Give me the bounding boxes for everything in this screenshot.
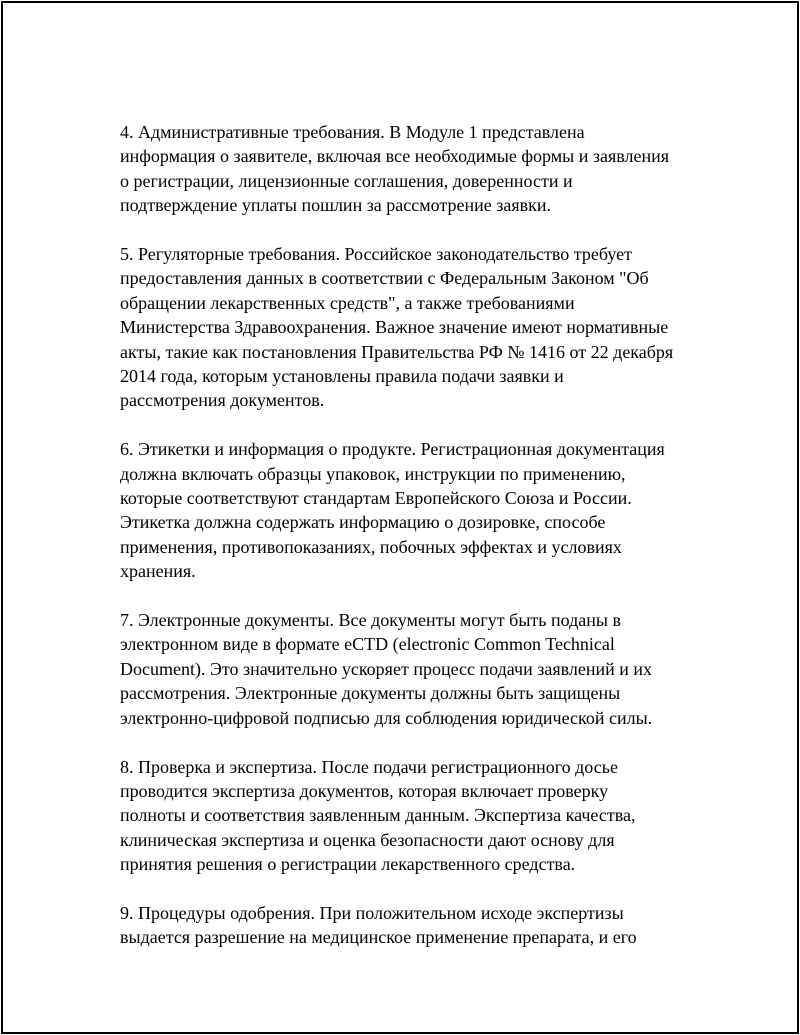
text-line: рассмотрения. Электронные документы должны быть защищены [120, 683, 621, 704]
text-line: проводится экспертиза документов, которая включает проверку [120, 780, 609, 801]
paragraph-labels-product-info [120, 437, 710, 583]
paragraph-administrative-requirements [120, 120, 710, 218]
text-line: 6. Этикетки и информация о продукте. Регистрационная документация [120, 439, 665, 460]
text-line: обращении лекарственных средств", а также требованиями [120, 292, 575, 313]
text-line: 2014 года, которым установлены правила подачи заявки и [120, 366, 564, 387]
text-line: 4. Административные требования. В Модуле 1 представлена [120, 122, 585, 142]
text-line: хранения. [120, 561, 196, 582]
text-line: информация о заявителе, включая все необходимые формы и заявления [120, 146, 670, 167]
text-line: Этикетка должна содержать информацию о дозировке, способе [120, 512, 606, 533]
paragraph-electronic-documents [120, 608, 710, 730]
text-line: которые соответствуют стандартам Европейского Союза и России. [120, 488, 632, 509]
paragraph-regulatory-requirements [120, 242, 710, 413]
text-line: Document). Это значительно ускоряет процесс подачи заявлений и их [120, 658, 653, 679]
text-line: подтверждение уплаты пошлин за рассмотрение заявки. [120, 195, 552, 216]
text-line: 5. Регуляторные требования. Российское законодательство требует [120, 244, 632, 265]
paragraph-review-expertise [120, 755, 710, 877]
text-line: выдается разрешение на медицинское применение препарата, и его [120, 927, 637, 948]
text-line: 9. Процедуры одобрения. При положительном исходе экспертизы [120, 902, 624, 923]
text-line: Министерства Здравоохранения. Важное значение имеют нормативные [120, 317, 669, 338]
text-line: акты, такие как постановления Правительства РФ № 1416 от 22 декабря [120, 341, 674, 362]
text-line: рассмотрения документов. [120, 390, 325, 411]
paragraph-approval-procedures [120, 901, 710, 950]
text-line: электронно-цифровой подписью для соблюдения юридической силы. [120, 707, 653, 728]
text-line: предоставления данных в соответствии с Федеральным Законом "Об [120, 268, 649, 289]
text-line: принятия решения о регистрации лекарственного средства. [120, 854, 576, 875]
text-line: применения, противопоказаниях, побочных эффектах и условиях [120, 536, 622, 557]
text-line: полноты и соответствия заявленным данным. Экспертиза качества, [120, 805, 636, 826]
text-line: должна включать образцы упаковок, инструкции по применению, [120, 463, 626, 484]
text-line: о регистрации, лицензионные соглашения, доверенности и [120, 170, 573, 191]
page-content [120, 120, 710, 974]
text-line: клиническая экспертиза и оценка безопасности дают основу для [120, 829, 615, 850]
text-line: 7. Электронные документы. Все документы могут быть поданы в [120, 610, 621, 631]
text-line: 8. Проверка и экспертиза. После подачи регистрационного досье [120, 756, 618, 777]
page-frame [1, 1, 799, 1034]
text-line: электронном виде в формате eCTD (electronic Common Technical [120, 634, 615, 655]
